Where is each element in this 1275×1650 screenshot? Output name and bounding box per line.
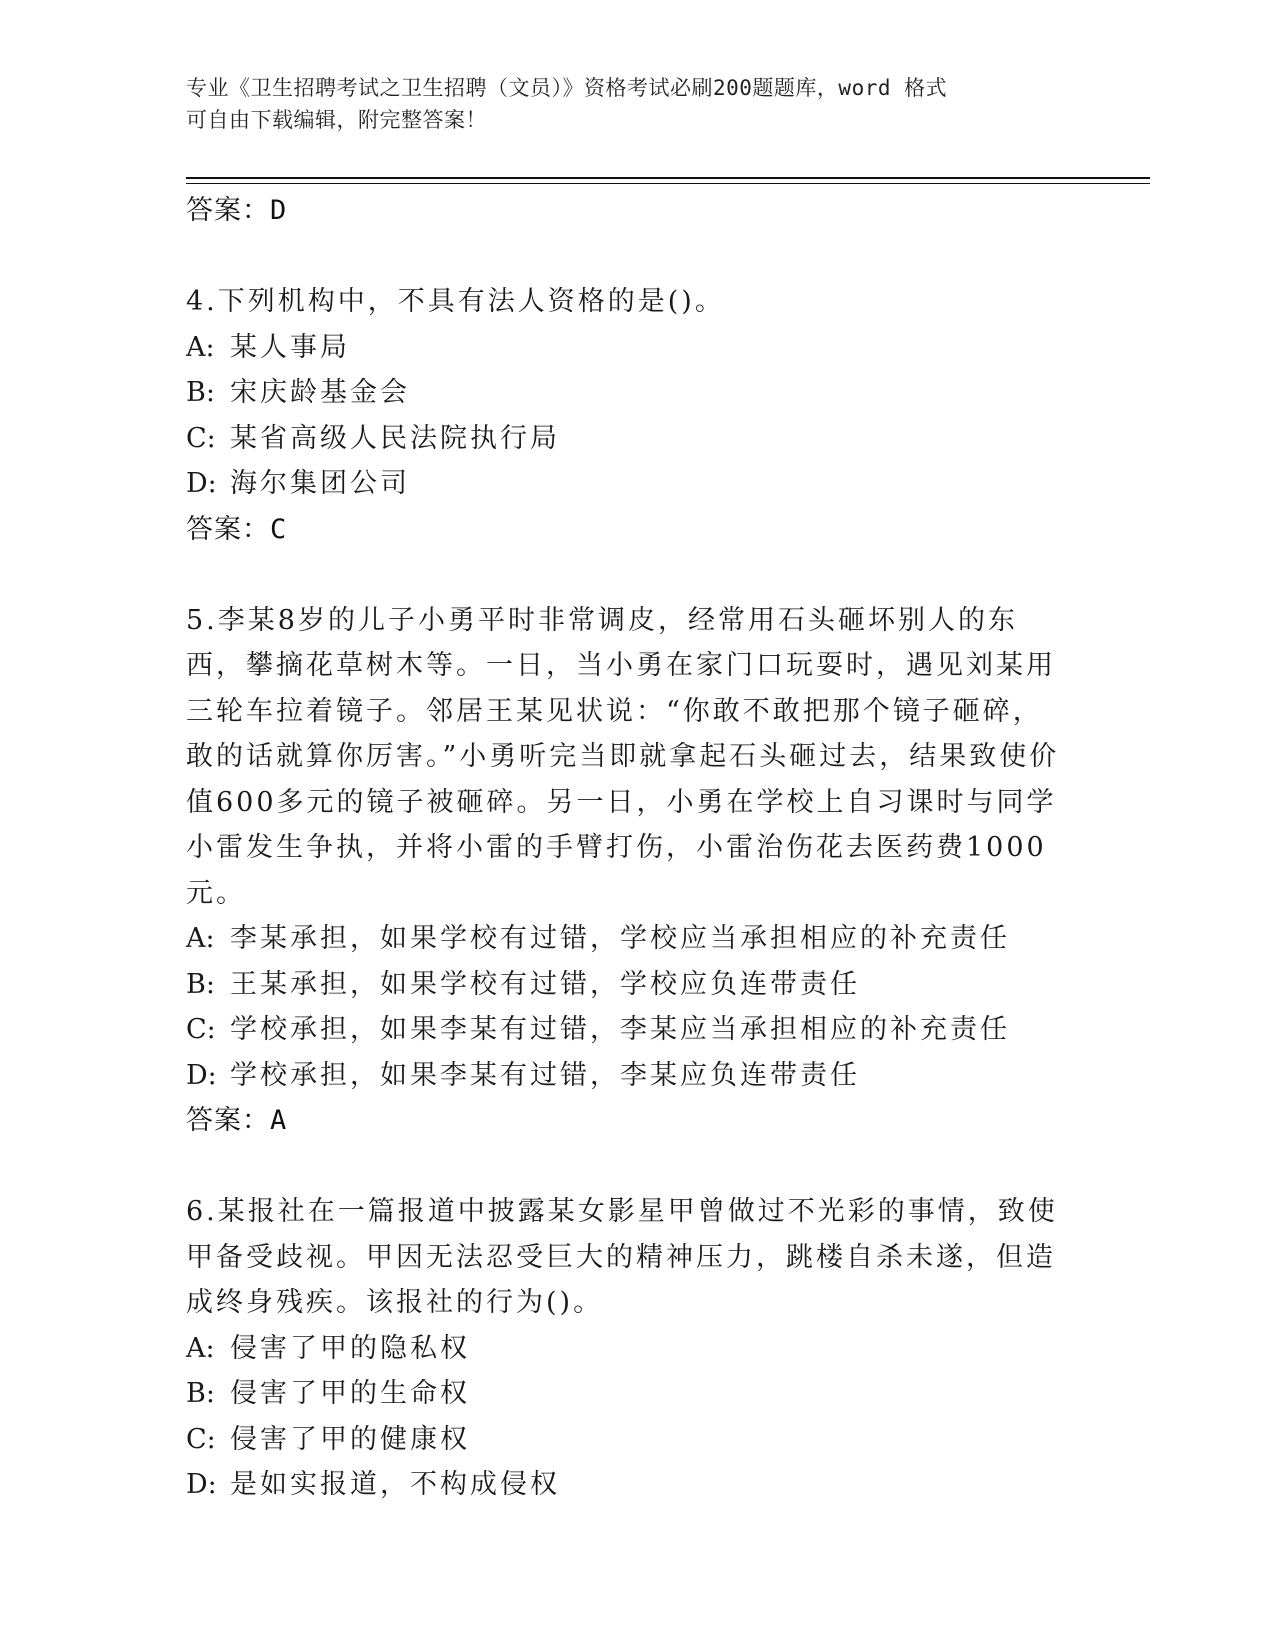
option-key: C: [186,1014,216,1045]
option-text: 侵害了甲的生命权 [230,1378,470,1409]
option-text: 海尔集团公司 [230,468,410,499]
question-text: 6.某报社在一篇报道中披露某女影星甲曾做过不光彩的事情，致使甲备受歧视。甲因无法忍受巨大的精神压力，跳楼自杀未遂，但造成终身残疾。该报社的行为()。 [186,1196,1058,1318]
option-a [186,325,1066,371]
option-key: A: [186,923,215,954]
option-c [186,1007,1066,1053]
option-text: 侵害了甲的健康权 [230,1423,470,1455]
question-block-6 [186,1189,1066,1508]
option-key: C: [186,422,216,454]
option-d [186,1053,1066,1099]
option-c [186,1417,1066,1463]
option-c [186,416,1066,462]
option-text: 是如实报道，不构成侵权 [230,1469,560,1500]
answer-value: A [270,1105,288,1136]
answer-q5 [186,1098,1066,1144]
question-text: 5.李某8岁的儿子小勇平时非常调皮，经常用石头砸坏别人的东西，攀摘花草树木等。一日，当小勇在家门口玩耍时，遇见刘某用三轮车拉着镜子。邻居王某见状说：“你敢不敢把那个镜子砸碎，敢的话就算你厉害。”小勇听完当即就拿起石头砸过去，结果致使价值600多元的镜子被砸碎。另一日，小勇在学校上自习课时与同学小雷发生争执，并将小雷的手臂打伤，小雷治伤花去医药费1000元。 [186,604,1060,909]
option-key: D: [186,468,217,499]
page-header [186,72,1056,136]
option-text: 学校承担，如果李某有过错，李某应当承担相应的补充责任 [230,1014,1010,1045]
spacer [186,1144,1066,1189]
header-divider-thin [186,183,1150,184]
option-text: 宋庆龄基金会 [230,377,410,408]
option-b [186,370,1066,416]
spacer [186,553,1066,598]
header-line-1: 专业《卫生招聘考试之卫生招聘（文员）》资格考试必刷200题题库，word 格式 [186,76,948,100]
option-text: 侵害了甲的隐私权 [230,1332,470,1364]
option-text: 王某承担，如果学校有过错，学校应负连带责任 [230,968,860,1000]
option-text: 学校承担，如果李某有过错，李某应负连带责任 [230,1059,860,1091]
option-text: 某人事局 [230,331,350,363]
option-key: D: [186,1059,217,1091]
option-key: B: [186,968,215,1000]
question-block-4 [186,279,1066,553]
spacer [186,234,1066,279]
answer-label: 答案： [186,513,270,545]
option-key: B: [186,377,215,408]
option-key: A: [186,1332,215,1364]
document-body [186,188,1066,1508]
option-text: 李某承担，如果学校有过错，学校应当承担相应的补充责任 [230,923,1010,954]
option-text: 某省高级人民法院执行局 [230,422,560,454]
header-divider-thick [186,177,1150,179]
header-line-2: 可自由下载编辑，附完整答案！ [186,108,487,132]
answer-label: 答案： [186,1105,270,1136]
answer-value: C [270,513,288,545]
answer-value: D [270,195,288,226]
question-block-5 [186,598,1066,1145]
option-key: A: [186,331,215,363]
option-key: C: [186,1423,216,1455]
option-key: B: [186,1378,215,1409]
option-d [186,1462,1066,1508]
option-a [186,1326,1066,1372]
option-d [186,461,1066,507]
answer-q3 [186,188,1066,234]
answer-q4 [186,507,1066,553]
option-b [186,1371,1066,1417]
question-text: 4.下列机构中，不具有法人资格的是()。 [186,286,725,317]
option-b [186,962,1066,1008]
option-a [186,916,1066,962]
answer-label: 答案： [186,195,270,226]
option-key: D: [186,1469,217,1500]
